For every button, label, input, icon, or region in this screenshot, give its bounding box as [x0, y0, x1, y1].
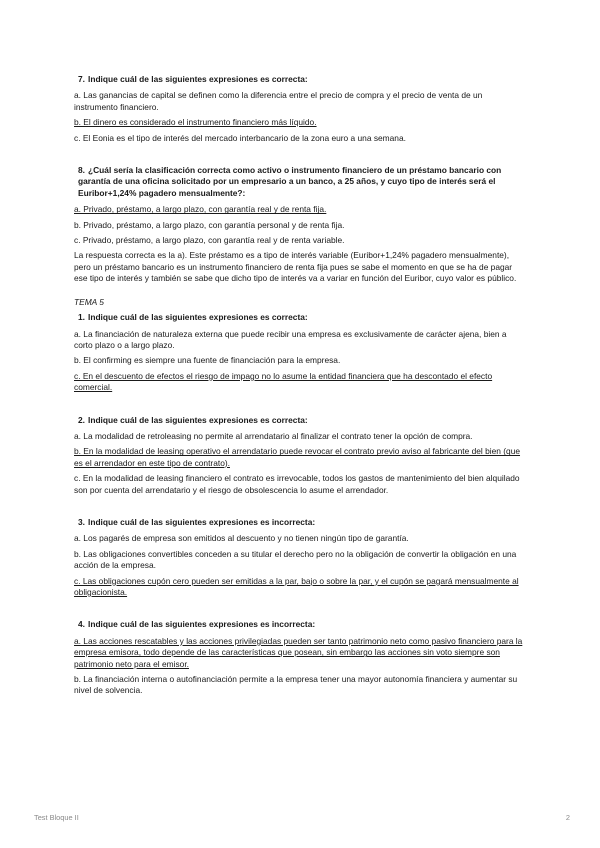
- question-text: Indique cuál de las siguientes expresiones es incorrecta:: [88, 619, 316, 630]
- question-text: Indique cuál de las siguientes expresiones es correcta:: [88, 74, 308, 84]
- question-block: [74, 312, 526, 393]
- answer-option: [74, 235, 526, 246]
- answer-text: a. Las ganancias de capital se definen como la diferencia entre el precio de compra y el precio de venta de un instrumento financiero.: [74, 90, 483, 112]
- answer-option: [74, 636, 526, 670]
- correct-answer-text: a. Las acciones rescatables y las acciones privilegiadas pueden ser tanto patrimonio neto como pasivo financiero para la empresa emisora, todo depende de las características que posean, sin embargo las acciones sin voto siempre son patrimonio neto para el emisor.: [74, 635, 523, 669]
- answer-text: c. Privado, préstamo, a largo plazo, con garantía real y de renta variable.: [74, 235, 345, 246]
- question-block: [74, 165, 526, 285]
- questions-part-b: [74, 312, 526, 697]
- question-number: 4.: [78, 619, 85, 630]
- question-block: [74, 619, 526, 696]
- question-title: [78, 517, 526, 528]
- question-number: 2.: [78, 414, 85, 425]
- page-number: 2: [565, 813, 570, 822]
- question-title: [78, 415, 526, 426]
- answer-option: [74, 204, 526, 215]
- question-text: Indique cuál de las siguientes expresiones es correcta:: [88, 414, 308, 425]
- answer-text: a. La modalidad de retroleasing no permite al arrendatario al finalizar el contrato tener la opción de compra.: [74, 430, 473, 441]
- question-title: [78, 312, 526, 323]
- answer-option: [74, 533, 526, 544]
- section-title: TEMA 5: [74, 296, 104, 307]
- correct-answer-text: c. Las obligaciones cupón cero pueden ser emitidas a la par, bajo o sobre la par, y el cupón se pagará mensualmente al obligacionista.: [74, 575, 519, 597]
- answer-option: [74, 133, 526, 144]
- answer-text: b. La financiación interna o autofinanciación permite a la empresa tener una mayor autonomía financiera y aumentar su nivel de solvencia.: [74, 674, 518, 696]
- answer-option: [74, 431, 526, 442]
- answer-option: [74, 90, 526, 113]
- answer-option: [74, 473, 526, 496]
- question-block: [74, 517, 526, 598]
- answer-text: b. Privado, préstamo, a largo plazo, con garantía personal y de renta fija.: [74, 219, 345, 230]
- question-number: 7.: [78, 74, 85, 84]
- answer-option: [74, 117, 526, 128]
- document-body: [74, 74, 526, 701]
- question-number: 3.: [78, 516, 85, 527]
- answer-text: b. Las obligaciones convertibles conceden a su titular el derecho pero no la obligación de convertir la obligación en una acción de la empresa.: [74, 548, 517, 571]
- question-title: [78, 74, 526, 85]
- question-number: 1.: [78, 312, 85, 323]
- answer-explanation: La respuesta correcta es la a). Este préstamo es a tipo de interés variable (Euribor+1,24% pagadero mensualmente), pero un préstamo bancario es un instrumento financiero de renta fija pues se sabe el momento en que se ha de pagar ese tipo de interés y también se sabe que dicho tipo de interés va a variar en función del Euribor, cuyo valor es público.: [74, 250, 517, 284]
- question-text: Indique cuál de las siguientes expresiones es incorrecta:: [88, 516, 316, 527]
- question-block: [74, 415, 526, 496]
- answer-option: [74, 355, 526, 366]
- question-block: [74, 74, 526, 144]
- answer-option: [74, 576, 526, 599]
- answer-option: [74, 371, 526, 394]
- answer-text: a. Los pagarés de empresa son emitidos al descuento y no tienen ningún tipo de garantía.: [74, 533, 409, 544]
- answer-text: b. El confirming es siempre una fuente de financiación para la empresa.: [74, 355, 341, 366]
- answer-option: [74, 446, 526, 469]
- questions-part-a: [74, 74, 526, 285]
- footer-label: Test Bloque II: [34, 813, 79, 822]
- answer-text: a. La financiación de naturaleza externa que puede recibir una empresa es exclusivamente de carácter ajena, bien a corto plazo o a largo plazo.: [74, 328, 507, 350]
- answer-text: c. En la modalidad de leasing financiero el contrato es irrevocable, todos los gastos de mantenimiento del bien alquilado son por cuenta del arrendatario y el riesgo de obsolescencia lo asume el arrendador.: [74, 473, 520, 495]
- question-text: Indique cuál de las siguientes expresiones es correcta:: [88, 312, 308, 323]
- question-title: [78, 165, 526, 199]
- answer-option: [74, 329, 526, 352]
- correct-answer-text: c. En el descuento de efectos el riesgo de impago no lo asume la entidad financiera que ha descontado el efecto comercial.: [74, 370, 493, 393]
- correct-answer-text: b. El dinero es considerado el instrumento financiero más líquido.: [74, 117, 317, 128]
- correct-answer-text: b. En la modalidad de leasing operativo el arrendatario puede revocar el contrato previo aviso al fabricante del bien (que es el arrendador en este tipo de contrato).: [74, 446, 521, 468]
- page-footer: [34, 812, 570, 823]
- question-title: [78, 619, 526, 630]
- answer-text: c. El Eonia es el tipo de interés del mercado interbancario de la zona euro a una semana.: [74, 132, 406, 143]
- answer-option: [74, 220, 526, 231]
- question-text: ¿Cuál sería la clasificación correcta como activo o instrumento financiero de un préstamo bancario con garantía de una oficina solicitado por un empresario a un banco, a 25 años, y cuyo tipo de interés será el Euribor+1,24% pagadero mensualmente?:: [78, 165, 502, 198]
- answer-option: [74, 674, 526, 697]
- question-number: 8.: [78, 165, 85, 176]
- answer-option: [74, 549, 526, 572]
- correct-answer-text: a. Privado, préstamo, a largo plazo, con garantía real y de renta fija.: [74, 204, 327, 215]
